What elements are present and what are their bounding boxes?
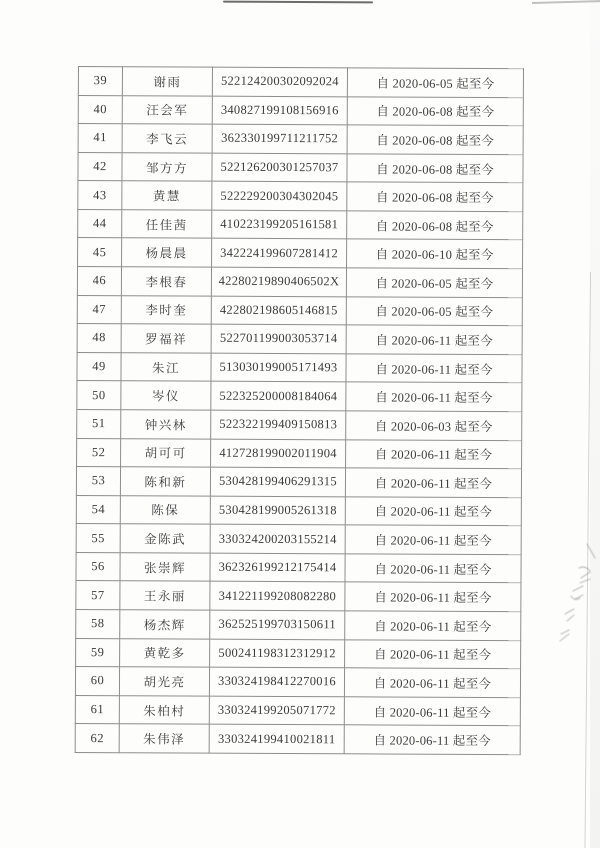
- id-number-cell: 530428199005261318: [210, 496, 345, 525]
- name-cell: 陈保: [120, 495, 210, 524]
- table-row: [75, 695, 520, 726]
- period-cell: 自 2020-06-11 起至今: [345, 525, 521, 554]
- period-cell: 自 2020-06-08 起至今: [347, 125, 523, 154]
- scan-top-edge-artifact: [223, 1, 373, 4]
- table-row: [76, 581, 521, 612]
- name-cell: 王永丽: [120, 581, 210, 610]
- table-row: [78, 209, 523, 240]
- id-number-cell: 330324199410021811: [209, 724, 344, 753]
- name-cell: 谢雨: [122, 67, 212, 96]
- row-number-cell: 50: [77, 381, 121, 410]
- id-number-cell: 500241198312312912: [210, 639, 345, 668]
- bleed-through-marks: [556, 535, 598, 655]
- row-number-cell: 60: [75, 667, 119, 696]
- row-number-cell: 39: [78, 67, 122, 96]
- table-row: [76, 467, 521, 498]
- row-number-cell: 44: [78, 209, 122, 238]
- table-row: [76, 495, 521, 526]
- period-cell: 自 2020-06-11 起至今: [346, 325, 522, 354]
- id-number-cell: 422802198605146815: [211, 296, 346, 325]
- period-cell: 自 2020-06-11 起至今: [345, 639, 521, 668]
- row-number-cell: 41: [78, 124, 122, 153]
- row-number-cell: 42: [78, 152, 122, 181]
- id-number-cell: 42280219890406502X: [211, 267, 346, 296]
- id-number-cell: 522701199003053714: [211, 324, 346, 353]
- id-number-cell: 330324200203155214: [210, 524, 345, 553]
- id-number-cell: 340827199108156916: [212, 96, 347, 125]
- row-number-cell: 47: [77, 295, 121, 324]
- period-cell: 自 2020-06-11 起至今: [345, 611, 521, 640]
- name-cell: 李根春: [121, 267, 211, 296]
- table-row: [77, 267, 522, 298]
- period-cell: 自 2020-06-11 起至今: [345, 496, 521, 525]
- id-number-cell: 522124200302092024: [212, 67, 347, 96]
- table-row: [78, 238, 523, 269]
- id-number-cell: 341221199208082280: [210, 582, 345, 611]
- period-cell: 自 2020-06-10 起至今: [347, 239, 523, 268]
- period-cell: 自 2020-06-05 起至今: [347, 68, 523, 97]
- id-number-cell: 362326199212175414: [210, 553, 345, 582]
- name-cell: 任佳茜: [122, 210, 212, 239]
- row-number-cell: 52: [77, 438, 121, 467]
- row-number-cell: 62: [75, 724, 119, 753]
- table-row: [77, 324, 522, 355]
- period-cell: 自 2020-06-11 起至今: [344, 725, 520, 754]
- roster-table-wrap: [75, 66, 523, 755]
- id-number-cell: 522126200301257037: [212, 153, 347, 182]
- period-cell: 自 2020-06-05 起至今: [346, 268, 522, 297]
- period-cell: 自 2020-06-11 起至今: [345, 468, 521, 497]
- id-number-cell: 362330199711211752: [212, 124, 347, 153]
- row-number-cell: 51: [77, 409, 121, 438]
- row-number-cell: 58: [76, 609, 120, 638]
- row-number-cell: 61: [75, 695, 119, 724]
- period-cell: 自 2020-06-11 起至今: [345, 582, 521, 611]
- row-number-cell: 40: [78, 95, 122, 124]
- row-number-cell: 49: [77, 352, 121, 381]
- period-cell: 自 2020-06-08 起至今: [347, 182, 523, 211]
- period-cell: 自 2020-06-08 起至今: [347, 96, 523, 125]
- row-number-cell: 54: [76, 495, 120, 524]
- scan-right-shade: [590, 0, 600, 848]
- row-number-cell: 48: [77, 324, 121, 353]
- table-row: [77, 409, 522, 440]
- table-row: [77, 438, 522, 469]
- name-cell: 罗福祥: [121, 324, 211, 353]
- period-cell: 自 2020-06-08 起至今: [347, 211, 523, 240]
- id-number-cell: 513030199005171493: [211, 353, 346, 382]
- table-row: [76, 552, 521, 583]
- id-number-cell: 522325200008184064: [211, 382, 346, 411]
- row-number-cell: 43: [78, 181, 122, 210]
- table-row: [78, 124, 523, 155]
- name-cell: 岑仪: [121, 381, 211, 410]
- period-cell: 自 2020-06-03 起至今: [346, 411, 522, 440]
- name-cell: 李时奎: [121, 295, 211, 324]
- table-row: [78, 95, 523, 126]
- table-row: [75, 667, 520, 698]
- name-cell: 朱柏村: [119, 695, 209, 724]
- row-number-cell: 53: [76, 467, 120, 496]
- period-cell: 自 2020-06-11 起至今: [344, 668, 520, 697]
- name-cell: 杨晨晨: [122, 238, 212, 267]
- id-number-cell: 522229200304302045: [212, 181, 347, 210]
- name-cell: 李飞云: [122, 124, 212, 153]
- id-number-cell: 412728199002011904: [211, 439, 346, 468]
- name-cell: 钟兴林: [121, 410, 211, 439]
- table-row: [77, 352, 522, 383]
- id-number-cell: 330324199205071772: [209, 696, 344, 725]
- table-row: [77, 381, 522, 412]
- table-row: [76, 609, 521, 640]
- period-cell: 自 2020-06-05 起至今: [346, 296, 522, 325]
- table-row: [76, 638, 521, 669]
- name-cell: 汪会军: [122, 95, 212, 124]
- name-cell: 朱江: [121, 352, 211, 381]
- table-row: [76, 524, 521, 555]
- table-row: [77, 295, 522, 326]
- name-cell: 邹方方: [122, 152, 212, 181]
- period-cell: 自 2020-06-11 起至今: [346, 354, 522, 383]
- roster-table-body: [75, 67, 523, 755]
- name-cell: 金陈武: [120, 524, 210, 553]
- row-number-cell: 56: [76, 552, 120, 581]
- name-cell: 黄乾多: [120, 638, 210, 667]
- period-cell: 自 2020-06-11 起至今: [344, 697, 520, 726]
- name-cell: 杨杰辉: [120, 610, 210, 639]
- name-cell: 胡可可: [121, 438, 211, 467]
- row-number-cell: 59: [76, 638, 120, 667]
- row-number-cell: 46: [77, 267, 121, 296]
- row-number-cell: 55: [76, 524, 120, 553]
- table-row: [78, 67, 523, 98]
- row-number-cell: 57: [76, 581, 120, 610]
- table-row: [78, 181, 523, 212]
- period-cell: 自 2020-06-08 起至今: [347, 154, 523, 183]
- name-cell: 胡光亮: [119, 667, 209, 696]
- period-cell: 自 2020-06-11 起至今: [346, 439, 522, 468]
- period-cell: 自 2020-06-11 起至今: [345, 554, 521, 583]
- table-row: [78, 152, 523, 183]
- id-number-cell: 530428199406291315: [210, 467, 345, 496]
- row-number-cell: 45: [78, 238, 122, 267]
- id-number-cell: 330324198412270016: [209, 667, 344, 696]
- period-cell: 自 2020-06-11 起至今: [346, 382, 522, 411]
- id-number-cell: 342224199607281412: [212, 239, 347, 268]
- id-number-cell: 362525199703150611: [210, 610, 345, 639]
- name-cell: 黄慧: [122, 181, 212, 210]
- name-cell: 张崇辉: [120, 553, 210, 582]
- roster-table: [75, 66, 524, 755]
- id-number-cell: 522322199409150813: [211, 410, 346, 439]
- id-number-cell: 410223199205161581: [212, 210, 347, 239]
- name-cell: 朱伟泽: [119, 724, 209, 753]
- table-row: [75, 724, 520, 755]
- name-cell: 陈和新: [120, 467, 210, 496]
